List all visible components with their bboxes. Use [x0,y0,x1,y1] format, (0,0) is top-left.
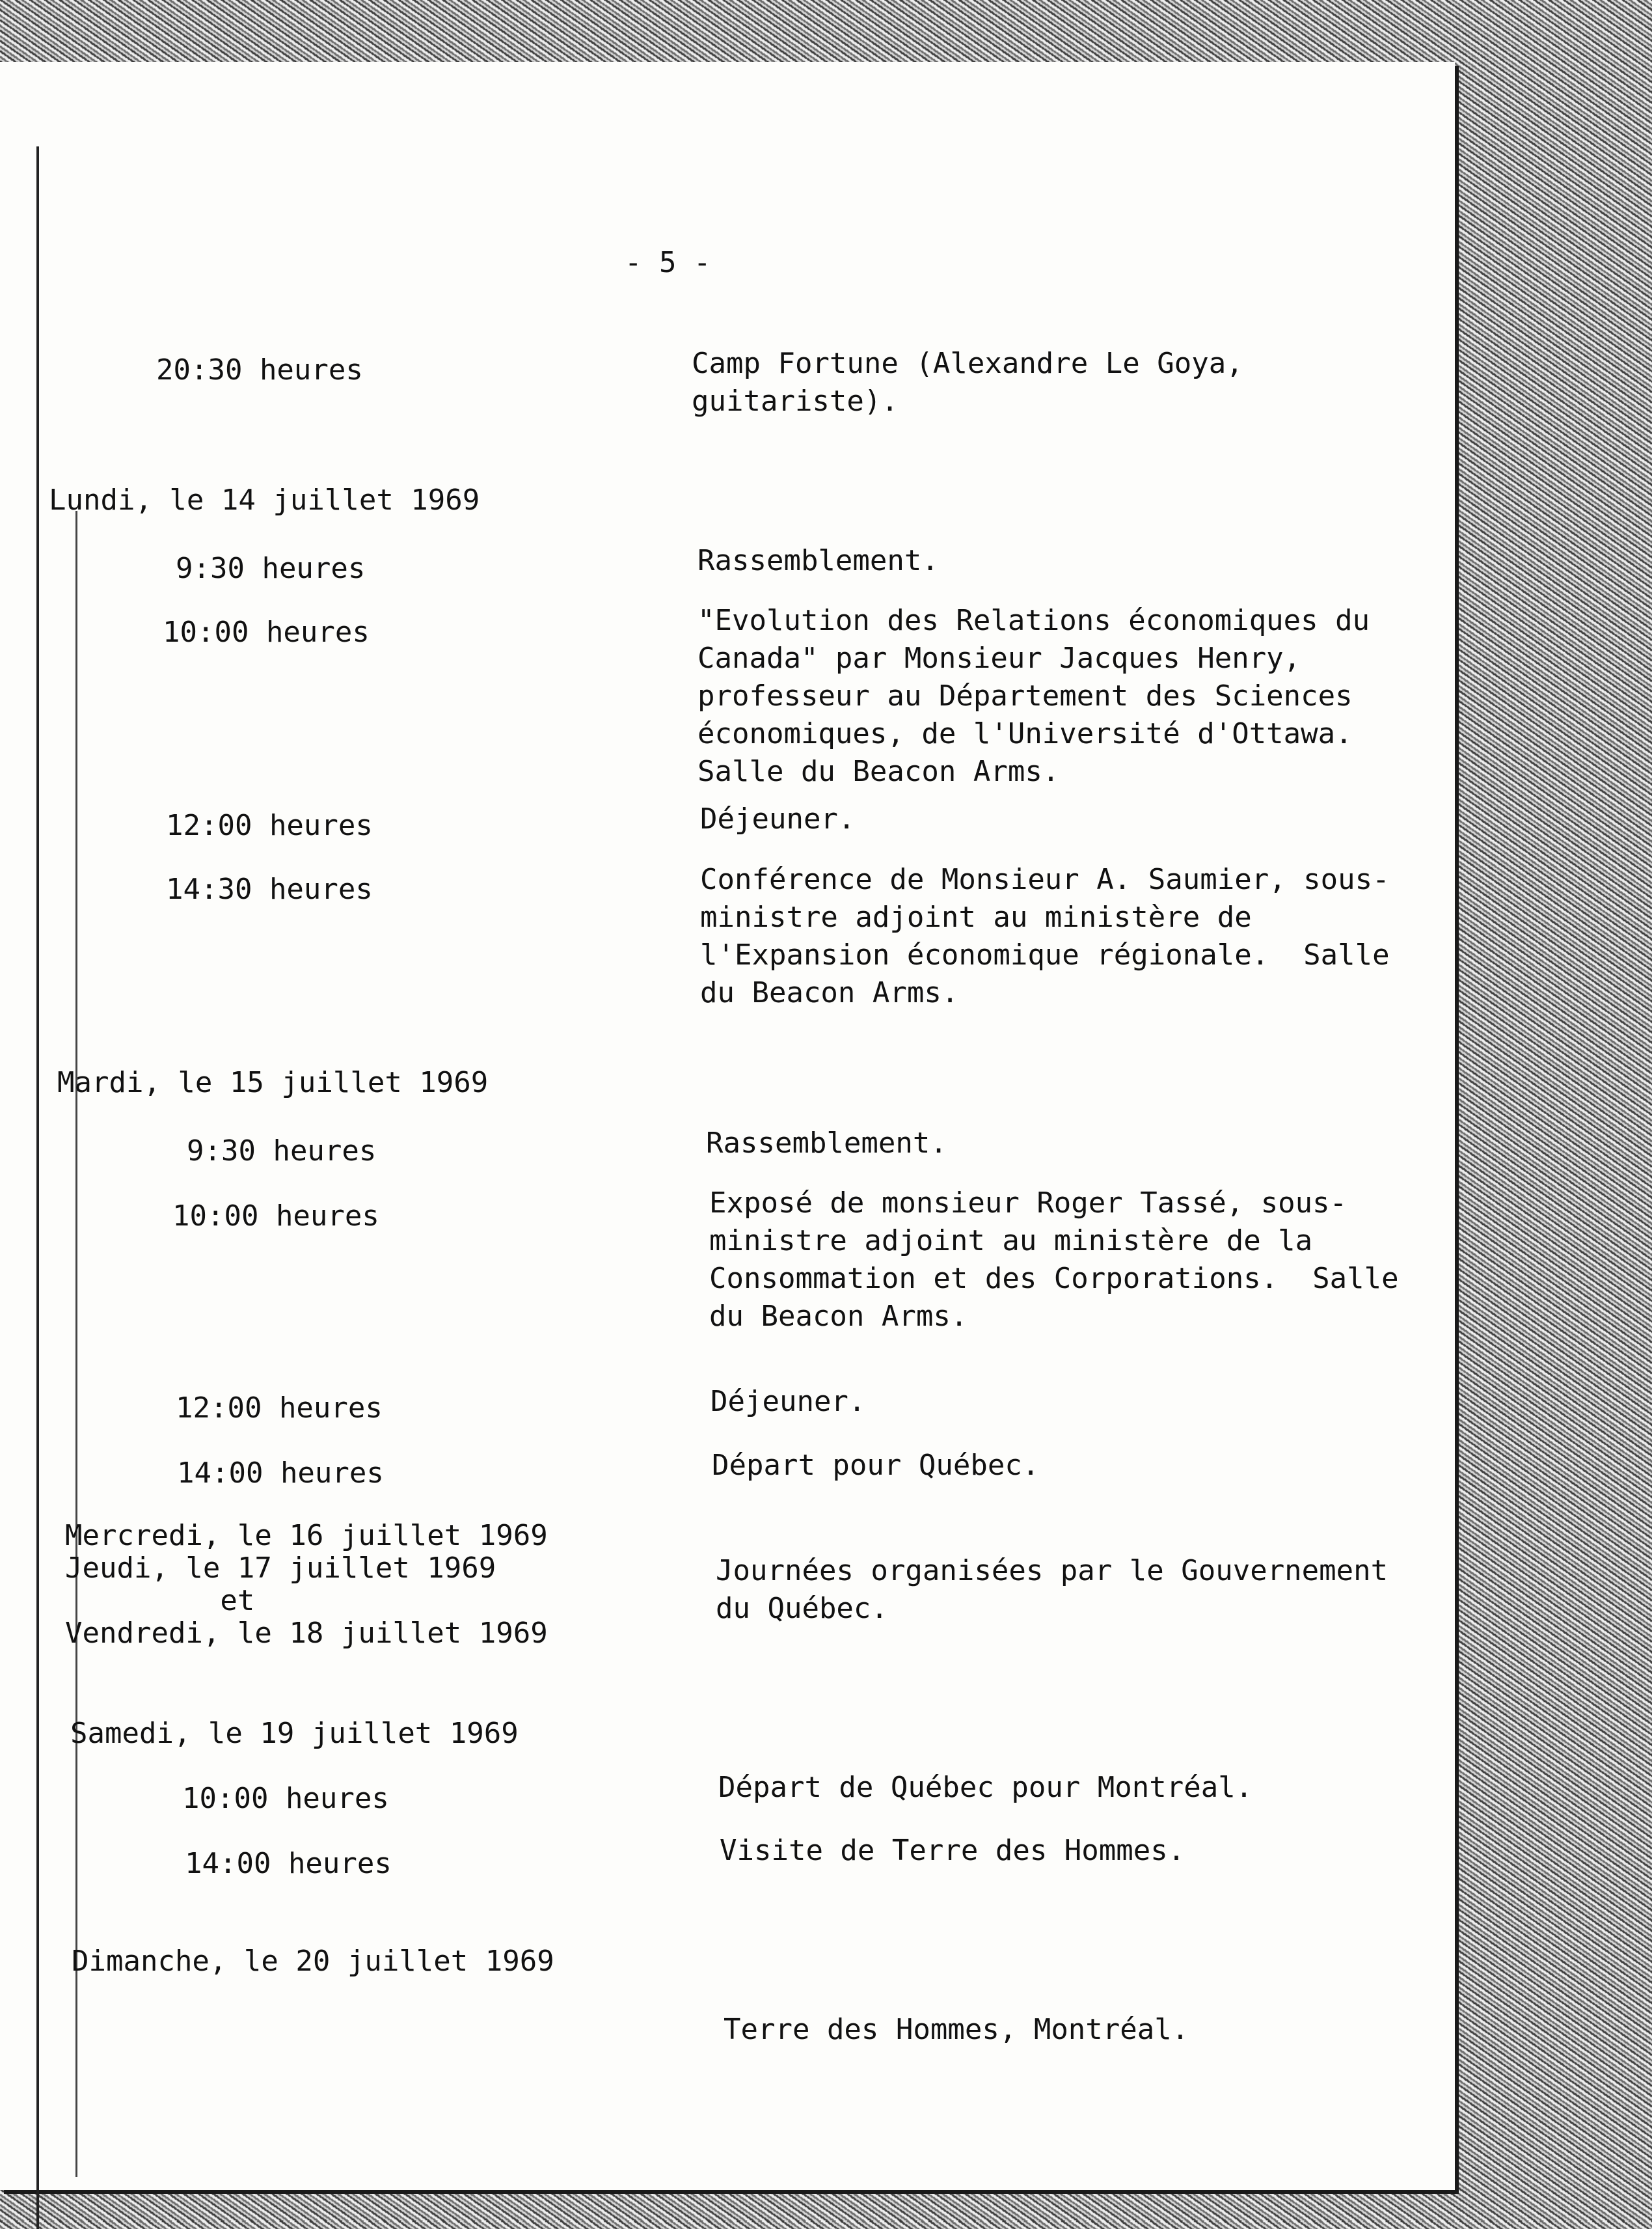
schedule-description: Rassemblement. [706,1127,947,1160]
schedule-description: Camp Fortune (Alexandre Le Goya, guitariste). [692,347,1243,418]
schedule-description: Exposé de monsieur Roger Tassé, sous- ministre adjoint au ministère de la Consommation et des Corporations. Salle du Beacon Arms. [709,1186,1399,1333]
schedule-description: Visite de Terre des Hommes. [720,1834,1185,1867]
schedule-description: Départ de Québec pour Montréal. [718,1771,1253,1804]
page-number: - 5 - [625,246,711,279]
binding-line [36,146,39,2229]
day-heading: Lundi, le 14 juillet 1969 [49,484,480,517]
schedule-time: 9:30 heures [187,1134,377,1168]
schedule-description: Déjeuner. [700,802,856,836]
day-heading: Dimanche, le 20 juillet 1969 [72,1945,554,1978]
day-heading: Mardi, le 15 juillet 1969 [57,1066,489,1099]
schedule-time: 14:00 heures [177,1456,384,1490]
schedule-description: Conférence de Monsieur A. Saumier, sous- ministre adjoint au ministère de l'Expansion économique régionale. Salle du Beacon Arms. [700,863,1390,1009]
schedule-time: 20:30 heures [156,353,363,387]
schedule-description: Départ pour Québec. [712,1449,1040,1482]
schedule-description: Journées organisées par le Gouvernement du Québec. [716,1554,1388,1625]
schedule-time: 12:00 heures [166,809,373,842]
day-heading: Samedi, le 19 juillet 1969 [70,1717,519,1750]
schedule-time: 10:00 heures [163,616,370,649]
schedule-time: 10:00 heures [172,1199,379,1233]
schedule-description: Déjeuner. [711,1385,866,1418]
schedule-time: 9:30 heures [176,552,366,585]
schedule-description: Rassemblement. [697,544,939,577]
schedule-description: "Evolution des Relations économiques du Canada" par Monsieur Jacques Henry, professeur au Département des Sciences économiques, de l'Université d'Ottawa. Salle du Beacon Arms. [697,604,1370,788]
margin-rule [75,511,77,2177]
schedule-time: 14:00 heures [185,1847,392,1880]
schedule-time: 14:30 heures [166,873,373,906]
schedule-time: 12:00 heures [176,1391,383,1425]
day-heading-group: Mercredi, le 16 juillet 1969 Jeudi, le 17 juillet 1969 et Vendredi, le 18 juillet 1969 [65,1519,548,1650]
schedule-description: Terre des Hommes, Montréal. [724,2013,1189,2046]
schedule-time: 10:00 heures [182,1782,389,1815]
document-page [0,62,1455,2190]
